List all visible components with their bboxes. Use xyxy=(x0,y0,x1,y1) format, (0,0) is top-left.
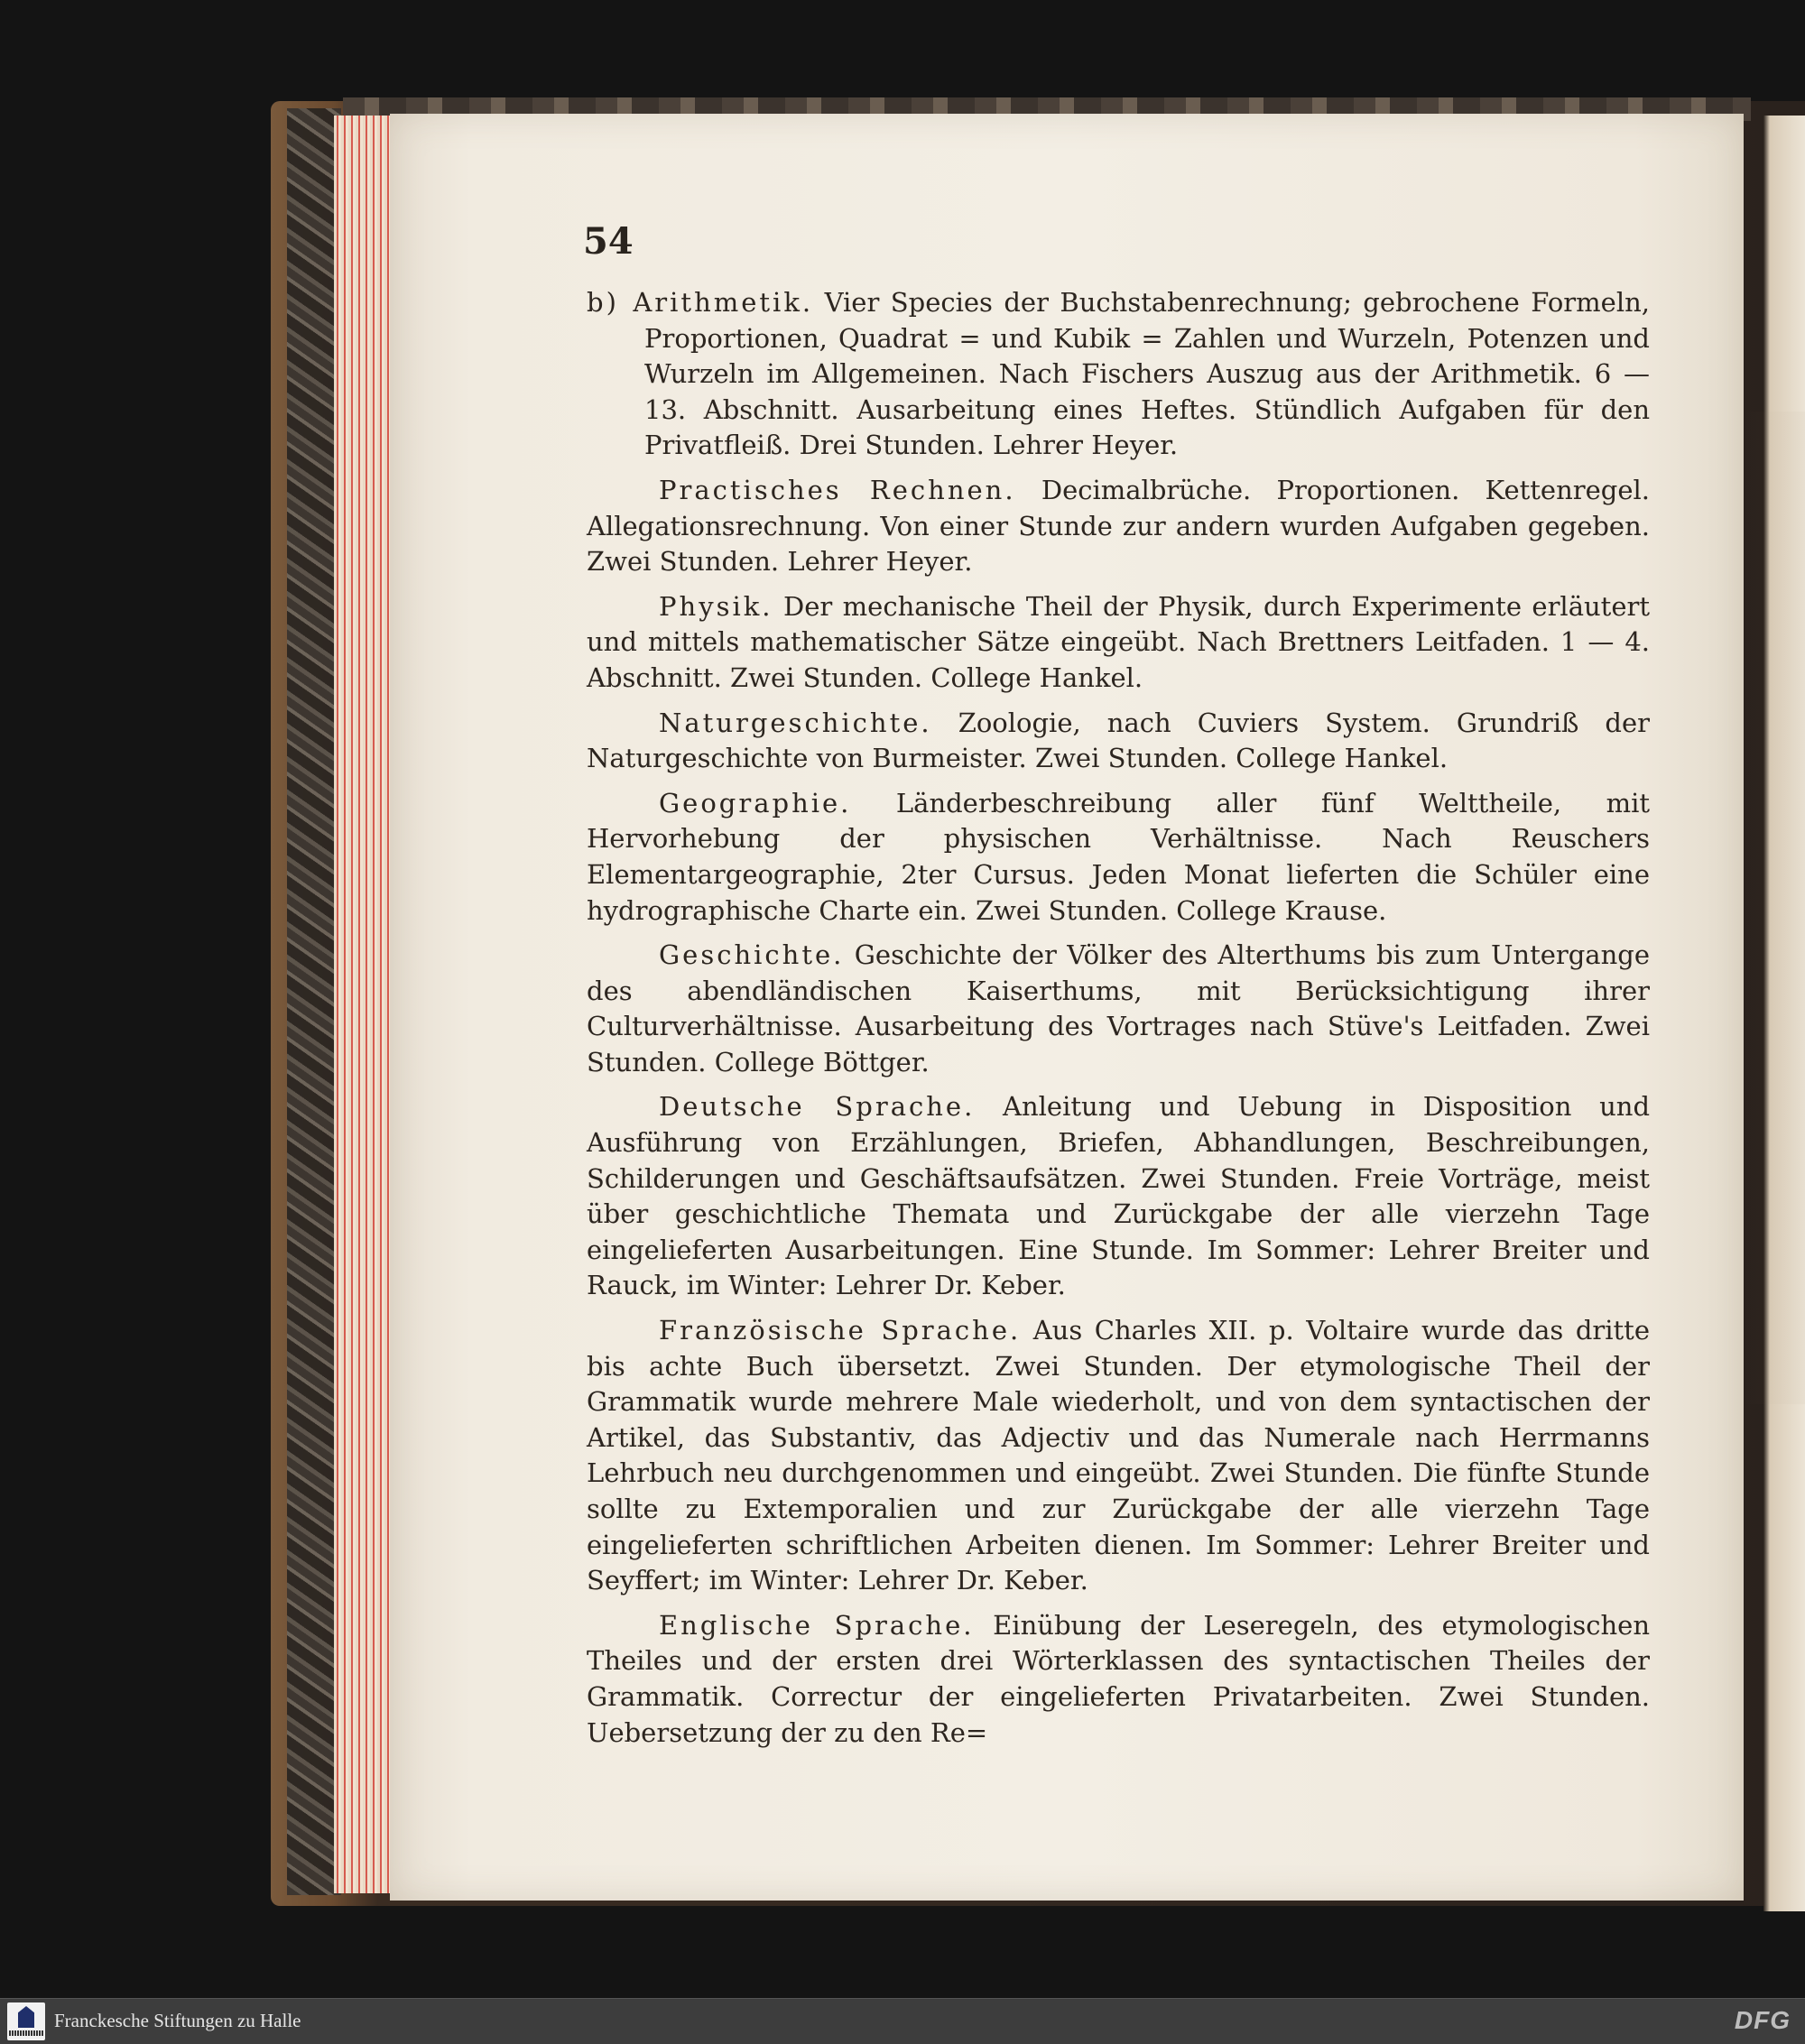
paragraph-heading: Französische Sprache. xyxy=(659,1315,1022,1346)
paragraph-geographie xyxy=(587,786,1650,929)
logo-glyph xyxy=(18,2006,34,2028)
paragraph-heading: Naturgeschichte. xyxy=(659,707,932,738)
paragraph-body: Länderbeschreibung aller fünf Welttheile, mit Hervorhebung der physischen Verhältnisse. Nach Reuschers Elementargeographie, 2ter Cursus. Jeden Monat lieferten die Schüler eine hydrographische Charte ein. Zwei Stunden. College Krause. xyxy=(587,787,1650,926)
page-text xyxy=(587,285,1650,1760)
paragraph-body: Der mechanische Theil der Physik, durch Experimente erläutert und mittels mathematischer Sätze eingeübt. Nach Brettners Leitfaden. 1 — 4. Abschnitt. Zwei Stunden. College Hankel. xyxy=(587,590,1650,693)
franckesche-stiftungen-logo-icon[interactable] xyxy=(7,2002,45,2040)
paragraph-body: Decimalbrüche. Proportionen. Kettenregel. Allegationsrechnung. Von einer Stunde zur andern wurden Aufgaben gegeben. Zwei Stunden. Lehrer Heyer. xyxy=(587,474,1650,578)
paragraph-body: Vier Species der Buchstabenrechnung; gebrochene Formeln, Proportionen, Quadrat = und Kubik = Zahlen und Wurzeln, Potenzen und Wurzeln im Allgemeinen. Nach Fischers Auszug aus der Arithmetik. 6 — 13. Abschnitt. Ausarbeitung eines Heftes. Stündlich Aufgaben für den Privatfleiß. Drei Stunden. Lehrer Heyer. xyxy=(644,287,1650,461)
paragraph-physik xyxy=(587,589,1650,697)
paragraph-body: Zoologie, nach Cuviers System. Grundriß der Naturgeschichte von Burmeister. Zwei Stunden. College Hankel. xyxy=(587,707,1650,774)
paragraph-heading: Physik. xyxy=(659,590,773,622)
page-edges xyxy=(334,116,397,1893)
paragraph-arithmetik xyxy=(587,285,1650,464)
paragraph-heading: b) Arithmetik. xyxy=(587,287,814,318)
paragraph-geschichte xyxy=(587,938,1650,1080)
logo-caption xyxy=(9,2030,43,2036)
paragraph-heading: Geographie. xyxy=(659,787,852,819)
paragraph-deutsche-sprache xyxy=(587,1089,1650,1304)
dfg-logo[interactable]: DFG xyxy=(1734,2006,1791,2034)
viewer-footer xyxy=(0,1998,1805,2044)
paragraph-body: Anleitung und Uebung in Disposition und Ausführung von Erzählungen, Briefen, Abhandlungen, Beschreibungen, Schilderungen und Geschäftsaufsätzen. Zwei Stunden. Freie Vorträge, meist über geschichtliche Themata und Zurückgabe der alle vierzehn Tage eingelieferten Ausarbeitungen. Eine Stunde. Im Sommer: Lehrer Breiter und Rauck, im Winter: Lehrer Dr. Keber. xyxy=(587,1091,1651,1301)
institution-name[interactable]: Franckesche Stiftungen zu Halle xyxy=(54,2010,301,2031)
paragraph-practisches-rechnen xyxy=(587,473,1650,580)
paragraph-heading: Deutsche Sprache. xyxy=(659,1091,976,1123)
paragraph-heading: Geschichte. xyxy=(659,939,845,971)
paragraph-franzoesische-sprache xyxy=(587,1313,1650,1599)
paragraph-heading: Englische Sprache. xyxy=(659,1609,975,1641)
paragraph-body: Aus Charles XII. p. Voltaire wurde das dritte bis achte Buch übersetzt. Zwei Stunden. Der etymologische Theil der Grammatik wurde mehrere Male wiederholt, und von dem syntactischen der Artikel, das Substantiv, das Adjectiv und das Numerale nach Herrmanns Lehrbuch neu durchgenommen und eingeübt. Zwei Stunden. Die fünfte Stunde sollte zu Extemporalien und zur Zurückgabe der alle vierzehn Tage eingelieferten schriftlichen Arbeiten dienen. Im Sommer: Lehrer Breiter und Seyffert; im Winter: Lehrer Dr. Keber. xyxy=(587,1315,1650,1596)
paragraph-heading: Practisches Rechnen. xyxy=(659,474,1016,505)
page-number: 54 xyxy=(583,220,634,263)
paragraph-body: Geschichte der Völker des Alterthums bis zum Untergange des abendländischen Kaiserthums, mit Berücksichtigung ihrer Culturverhältnisse. Ausarbeitung des Vortrages nach Stüve's Leitfaden. Zwei Stunden. College Böttger. xyxy=(587,939,1651,1077)
paragraph-body: Einübung der Leseregeln, des etymologischen Theiles und der ersten drei Wörterklassen des syntactischen Theiles der Grammatik. Correctur der eingelieferten Privatarbeiten. Zwei Stunden. Uebersetzung der zu den Re= xyxy=(587,1609,1651,1748)
marbled-binding xyxy=(287,108,341,1895)
paragraph-naturgeschichte xyxy=(587,706,1650,777)
paragraph-englische-sprache xyxy=(587,1608,1650,1751)
facing-page-edge xyxy=(1763,116,1805,1911)
